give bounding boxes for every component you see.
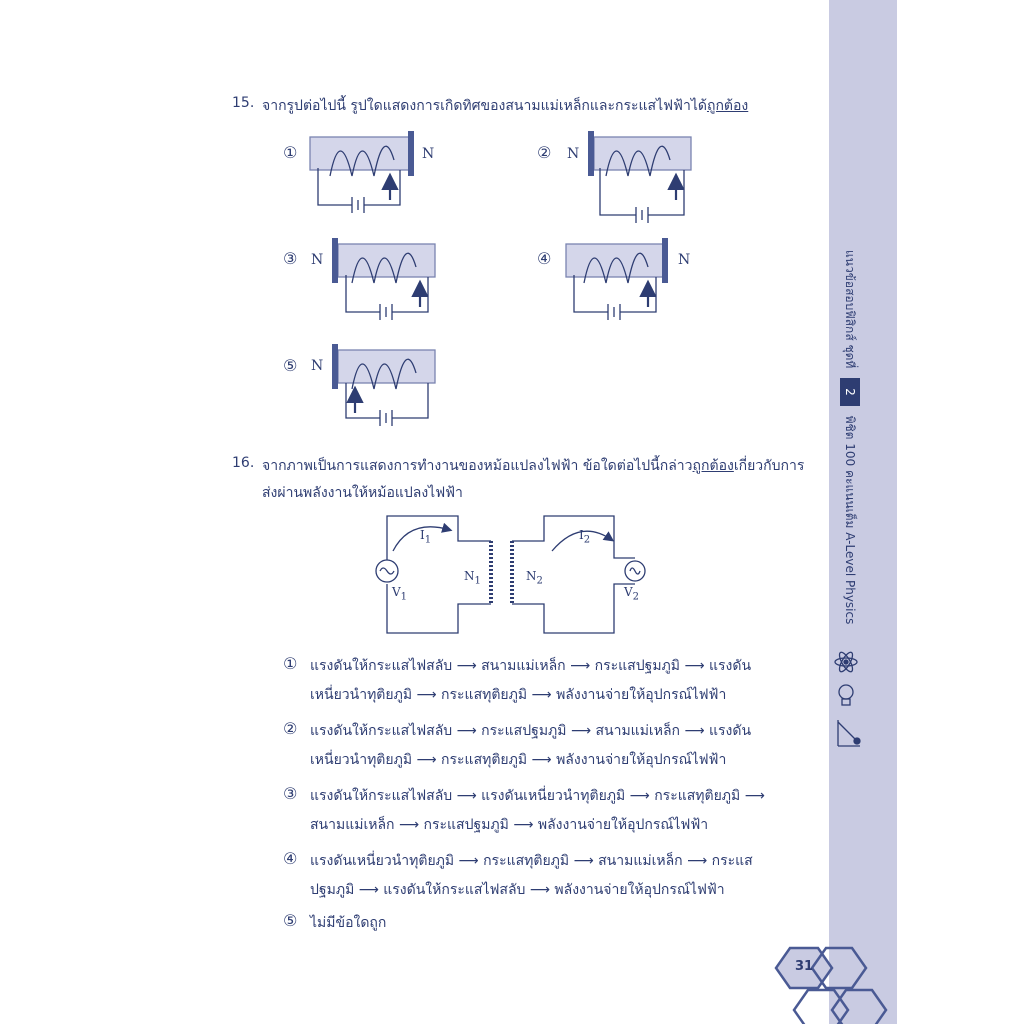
pendulum-icon [838, 720, 860, 746]
q16-answer-3-mark[interactable]: ③ [283, 784, 298, 803]
q16-answer-2-line-2: เหนี่ยวนำทุติยภูมิ ⟶ กระแสทุติยภูมิ ⟶ พลังงานจ่ายให้อุปกรณ์ไฟฟ้า [310, 752, 727, 768]
sidebar-series-text: แนวข้อสอบฟิสิกส์ ชุดที่ [843, 250, 857, 369]
q15-option-5-mark[interactable]: ⑤ [283, 356, 298, 375]
q15-text-main: จากรูปต่อไปนี้ รูปใดแสดงการเกิดทิศของสนามแม่เหล็กและกระแสไฟฟ้าได้ [262, 98, 707, 114]
pole-label-4: N [678, 252, 691, 268]
solenoid-3 [332, 238, 435, 320]
solenoid-2 [588, 131, 691, 223]
transformer-diagram [376, 516, 645, 633]
q16-answer-2-mark[interactable]: ② [283, 719, 298, 738]
q15-option-1-mark[interactable]: ① [283, 143, 298, 162]
q16-answer-3-line-1: แรงดันให้กระแสไฟสลับ ⟶ แรงดันเหนี่ยวนำทุติยภูมิ ⟶ กระแสทุติยภูมิ ⟶ [310, 788, 765, 804]
q15-option-3-mark[interactable]: ③ [283, 249, 298, 268]
q16-answer-4-line-1: แรงดันเหนี่ยวนำทุติยภูมิ ⟶ กระแสทุติยภูมิ ⟶ สนามแม่เหล็ก ⟶ กระแส [310, 853, 753, 869]
q16-answer-1-mark[interactable]: ① [283, 654, 298, 673]
sidebar-book-title: พิชิต 100 คะแนนเต็ม A-Level Physics [843, 415, 857, 625]
q16-line-2: ส่งผ่านพลังงานให้หม้อแปลงไฟฟ้า [262, 485, 463, 501]
q16-answer-1-line-2: เหนี่ยวนำทุติยภูมิ ⟶ กระแสทุติยภูมิ ⟶ พลังงานจ่ายให้อุปกรณ์ไฟฟ้า [310, 687, 727, 703]
q16-line-1 [262, 455, 804, 477]
solenoid-1 [310, 131, 414, 213]
q15-option-4-mark[interactable]: ④ [537, 249, 552, 268]
q16-answer-4-mark[interactable]: ④ [283, 849, 298, 868]
honeycomb-icon [776, 948, 886, 1024]
q16-number: 16. [232, 455, 255, 471]
q16-answer-2-line-1: แรงดันให้กระแสไฟสลับ ⟶ กระแสปฐมภูมิ ⟶ สนามแม่เหล็ก ⟶ แรงดัน [310, 723, 752, 739]
q16-answer-4-line-2: ปฐมภูมิ ⟶ แรงดันให้กระแสไฟสลับ ⟶ พลังงานจ่ายให้อุปกรณ์ไฟฟ้า [310, 882, 725, 898]
page-number: 31 [795, 959, 814, 974]
pole-label-3: N [311, 252, 324, 268]
solenoid-5 [332, 344, 435, 426]
q16-answer-5-line-1: ไม่มีข้อใดถูก [310, 915, 387, 931]
label-v2: $V_2$ [624, 585, 640, 603]
sidebar-badge: 2 [840, 378, 860, 406]
label-n1: $N_1$ [464, 569, 481, 587]
q16-answer-3-line-2: สนามแม่เหล็ก ⟶ กระแสปฐมภูมิ ⟶ พลังงานจ่ายให้อุปกรณ์ไฟฟ้า [310, 817, 709, 833]
pole-label-1: N [422, 146, 435, 162]
q15-number: 15. [232, 95, 255, 111]
atom-icon [835, 650, 857, 673]
label-i1: $I_1$ [420, 528, 432, 546]
q15-text-emphasis: ถูกต้อง [706, 98, 749, 114]
pole-label-2: N [567, 146, 580, 162]
q16-answer-5-mark[interactable]: ⑤ [283, 911, 298, 930]
q15-option-2-mark[interactable]: ② [537, 143, 552, 162]
q16-line-1-emphasis: ถูกต้อง [692, 458, 734, 474]
q16-line-1-main: จากภาพเป็นการแสดงการทำงานของหม้อแปลงไฟฟ้า ข้อใดต่อไปนี้กล่าว [262, 458, 693, 474]
lightbulb-icon [839, 685, 853, 705]
label-i2: $I_2$ [579, 528, 591, 546]
label-v1: $V_1$ [392, 585, 408, 603]
q16-answer-1-line-1: แรงดันให้กระแสไฟสลับ ⟶ สนามแม่เหล็ก ⟶ กระแสปฐมภูมิ ⟶ แรงดัน [310, 658, 752, 674]
label-n2: $N_2$ [526, 569, 543, 587]
solenoid-4 [566, 238, 668, 320]
q16-line-1-tail: เกี่ยวกับการ [733, 458, 805, 474]
pole-label-5: N [311, 358, 324, 374]
